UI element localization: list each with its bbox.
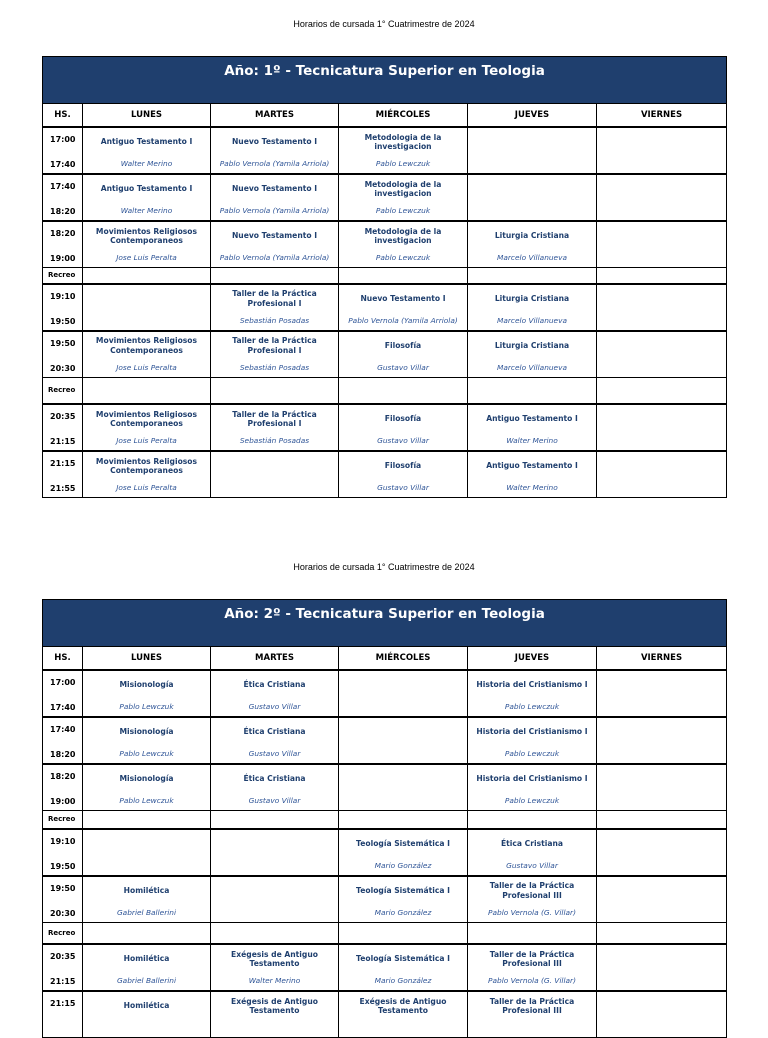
class-slot (597, 829, 727, 876)
class-slot (211, 127, 339, 174)
empty-cell (597, 922, 727, 944)
subject-name (470, 128, 594, 156)
class-slot (468, 944, 597, 991)
subject-name: Ética Cristiana (243, 774, 306, 784)
empty-cell (597, 377, 727, 404)
time-cell (43, 764, 83, 811)
time-cell (43, 404, 83, 451)
end-time: 21:55 (50, 484, 76, 493)
subject-name: Homilética (123, 1001, 170, 1011)
class-slot (83, 717, 211, 764)
end-time: 19:50 (50, 316, 76, 326)
day-header: MIÉRCOLES (339, 647, 468, 671)
start-time: 18:20 (50, 772, 76, 781)
class-slot (597, 221, 727, 268)
class-slot (83, 670, 211, 717)
subject-name: Liturgia Cristiana (494, 340, 570, 350)
subject-name (599, 877, 724, 905)
subject-name: Taller de la Práctica Profesional I (232, 409, 317, 428)
subject-name (599, 718, 724, 746)
subject-name: Filosofía (384, 461, 422, 471)
subject-name: Movimientos Religiosos Contemporaneos (95, 456, 198, 475)
schedule-title: Año: 2º - Tecnicatura Superior en Teologia (43, 600, 727, 647)
class-slot (339, 670, 468, 717)
class-slot (468, 876, 597, 923)
start-time: 20:35 (50, 952, 76, 961)
subject-name: Nuevo Testamento I (231, 137, 318, 147)
empty-cell (211, 268, 339, 284)
teacher-name: Pablo Vernola (Yamila Arriola) (219, 253, 330, 262)
page-heading-2: Horarios de cursada 1° Cuatrimestre de 2024 (293, 562, 475, 572)
class-slot (597, 717, 727, 764)
teacher-name: Pablo Lewczuk (504, 796, 560, 805)
start-time: 17:00 (50, 678, 76, 687)
subject-name (599, 405, 724, 433)
class-slot (211, 991, 339, 1038)
teacher-name: Marcelo Villanueva (496, 253, 568, 262)
teacher-name: Gustavo Villar (377, 436, 429, 445)
class-slot (211, 944, 339, 991)
teacher-name: Pablo Lewczuk (119, 702, 174, 711)
schedule-title: Año: 1º - Tecnicatura Superior en Teologia (43, 57, 727, 104)
class-slot (597, 944, 727, 991)
subject-name (341, 765, 465, 793)
class-slot (339, 331, 468, 378)
start-time: 19:50 (50, 883, 76, 893)
subject-name (599, 128, 724, 156)
class-slot (468, 127, 597, 174)
recreo-label: Recreo (43, 811, 83, 829)
empty-cell (468, 268, 597, 284)
subject-name (599, 992, 724, 1020)
day-header: JUEVES (468, 104, 597, 128)
start-time: 21:15 (50, 459, 76, 468)
subject-name: Historia del Cristianismo I (476, 727, 588, 737)
class-slot (83, 331, 211, 378)
class-slot (83, 451, 211, 498)
empty-cell (211, 811, 339, 829)
class-slot (597, 670, 727, 717)
class-slot (83, 991, 211, 1038)
subject-name: Historia del Cristianismo I (476, 774, 588, 784)
start-time: 19:10 (50, 291, 76, 301)
time-cell (43, 944, 83, 991)
subject-name (599, 175, 724, 203)
end-time: 21:15 (50, 977, 76, 986)
subject-name: Teología Sistemática I (356, 885, 450, 895)
class-slot (83, 127, 211, 174)
class-slot (597, 404, 727, 451)
teacher-name: Sebastián Posadas (239, 436, 310, 445)
class-slot (468, 284, 597, 331)
teacher-name: Pablo Lewczuk (504, 702, 560, 711)
teacher-name: Walter Merino (506, 483, 558, 492)
empty-cell (339, 811, 468, 829)
subject-name: Taller de la Práctica Profesional III (489, 949, 575, 968)
empty-cell (597, 268, 727, 284)
class-slot (83, 284, 211, 331)
subject-name: Teología Sistemática I (356, 954, 450, 964)
class-slot (339, 221, 468, 268)
subject-name: Misionología (119, 680, 174, 690)
class-slot (597, 331, 727, 378)
day-header: JUEVES (468, 647, 597, 671)
teacher-name: Gustavo Villar (248, 702, 301, 711)
subject-name: Historia del Cristianismo I (476, 680, 588, 690)
end-time: 20:30 (50, 908, 76, 918)
teacher-name: Sebastián Posadas (239, 362, 310, 372)
class-slot (597, 127, 727, 174)
empty-cell (339, 268, 468, 284)
time-cell (43, 284, 83, 331)
class-slot (339, 451, 468, 498)
class-slot (211, 404, 339, 451)
schedule-table-year-2 (42, 599, 727, 1038)
time-cell (43, 174, 83, 221)
empty-cell (83, 811, 211, 829)
teacher-name: Gustavo Villar (377, 362, 429, 372)
class-slot (468, 829, 597, 876)
class-slot (597, 284, 727, 331)
day-header: VIERNES (597, 647, 727, 671)
schedule-table-year-1 (42, 56, 727, 498)
teacher-name: Jose Luis Peralta (116, 362, 177, 372)
day-header: VIERNES (597, 104, 727, 128)
empty-cell (339, 922, 468, 944)
subject-name: Filosofía (384, 340, 422, 350)
class-slot (339, 991, 468, 1038)
subject-name (341, 718, 465, 746)
teacher-name: Pablo Vernola (Yamila Arriola) (219, 159, 330, 168)
teacher-name: Jose Luis Peralta (116, 436, 177, 445)
subject-name (213, 830, 336, 858)
class-slot (211, 451, 339, 498)
subject-name: Liturgia Cristiana (494, 293, 570, 303)
teacher-name: Pablo Vernola (Yamila Arriola) (348, 315, 458, 325)
subject-name: Ética Cristiana (243, 727, 306, 737)
subject-name (85, 830, 208, 858)
time-cell (43, 221, 83, 268)
end-time: 17:40 (50, 160, 76, 169)
subject-name: Movimientos Religiosos Contemporaneos (95, 409, 198, 428)
subject-name (599, 671, 724, 699)
subject-name: Nuevo Testamento I (231, 184, 318, 194)
teacher-name: Marcelo Villanueva (496, 362, 568, 372)
subject-name (599, 332, 724, 360)
teacher-name: Walter Merino (248, 976, 301, 985)
teacher-name: Gabriel Ballerini (116, 907, 177, 917)
time-cell (43, 451, 83, 498)
subject-name: Homilética (123, 954, 170, 964)
subject-name: Antiguo Testamento I (100, 137, 193, 147)
subject-name: Antiguo Testamento I (486, 414, 578, 424)
class-slot (339, 717, 468, 764)
end-time: 18:20 (50, 750, 76, 759)
teacher-name: Jose Luis Peralta (116, 483, 177, 492)
class-slot (211, 876, 339, 923)
end-time: 19:00 (50, 797, 76, 806)
subject-name (213, 877, 336, 905)
empty-cell (468, 922, 597, 944)
subject-name: Exégesis de Antiguo Testamento (231, 996, 318, 1015)
subject-name: Metodologia de la investigacion (364, 226, 442, 245)
end-time: 17:40 (50, 703, 76, 712)
day-header: LUNES (83, 647, 211, 671)
class-slot (211, 829, 339, 876)
subject-name: Filosofía (384, 414, 422, 424)
teacher-name: Sebastián Posadas (239, 315, 310, 325)
subject-name: Ética Cristiana (243, 680, 306, 690)
class-slot (83, 876, 211, 923)
class-slot (339, 944, 468, 991)
start-time: 19:10 (50, 836, 76, 846)
start-time: 19:50 (50, 338, 76, 348)
teacher-name: Mario González (374, 976, 432, 985)
class-slot (468, 764, 597, 811)
class-slot (597, 876, 727, 923)
subject-name: Antiguo Testamento I (486, 461, 578, 471)
class-slot (468, 404, 597, 451)
subject-name: Taller de la Práctica Profesional I (232, 336, 317, 355)
empty-cell (211, 377, 339, 404)
time-cell (43, 829, 83, 876)
subject-name: Exégesis de Antiguo Testamento (231, 949, 318, 968)
empty-cell (83, 377, 211, 404)
subject-name: Liturgia Cristiana (494, 231, 570, 241)
teacher-name: Pablo Vernola (G. Villar) (488, 976, 576, 985)
subject-name: Misionología (119, 774, 174, 784)
teacher-name: Pablo Lewczuk (119, 749, 174, 758)
teacher-name: Pablo Vernola (G. Villar) (488, 907, 576, 917)
recreo-label: Recreo (43, 922, 83, 944)
day-header: LUNES (83, 104, 211, 128)
end-time: 18:20 (50, 207, 76, 216)
class-slot (83, 944, 211, 991)
subject-name (341, 671, 465, 699)
empty-cell (211, 922, 339, 944)
teacher-name: Mario González (374, 907, 432, 917)
subject-name: Metodologia de la investigacion (364, 132, 442, 151)
subject-name: Taller de la Práctica Profesional III (489, 996, 575, 1015)
subject-name: Teología Sistemática I (356, 838, 450, 848)
class-slot (339, 764, 468, 811)
start-time: 17:40 (50, 182, 76, 191)
class-slot (211, 331, 339, 378)
empty-cell (468, 377, 597, 404)
teacher-name: Pablo Lewczuk (375, 206, 431, 215)
subject-name (85, 285, 208, 313)
class-slot (468, 451, 597, 498)
teacher-name: Pablo Lewczuk (375, 159, 431, 168)
class-slot (468, 331, 597, 378)
start-time: 20:35 (50, 412, 76, 421)
subject-name (599, 945, 724, 973)
teacher-name: Gustavo Villar (506, 860, 558, 870)
day-header: MIÉRCOLES (339, 104, 468, 128)
teacher-name: Gustavo Villar (248, 749, 301, 758)
subject-name: Homilética (123, 885, 170, 895)
recreo-label: Recreo (43, 377, 83, 404)
class-slot (597, 991, 727, 1038)
time-cell (43, 717, 83, 764)
subject-name: Movimientos Religiosos Contemporaneos (95, 226, 198, 245)
class-slot (339, 404, 468, 451)
class-slot (339, 829, 468, 876)
subject-name: Misionología (119, 727, 174, 737)
teacher-name: Walter Merino (120, 159, 173, 168)
class-slot (597, 451, 727, 498)
subject-name: Taller de la Práctica Profesional III (489, 881, 575, 900)
end-time: 19:50 (50, 861, 76, 871)
class-slot (597, 764, 727, 811)
class-slot (211, 284, 339, 331)
class-slot (83, 221, 211, 268)
subject-name: Nuevo Testamento I (231, 231, 318, 241)
recreo-label: Recreo (43, 268, 83, 284)
time-cell (43, 670, 83, 717)
class-slot (211, 221, 339, 268)
teacher-name: Pablo Vernola (Yamila Arriola) (219, 206, 330, 215)
teacher-name: Pablo Lewczuk (119, 796, 174, 805)
class-slot (211, 174, 339, 221)
class-slot (83, 764, 211, 811)
empty-cell (83, 922, 211, 944)
time-cell (43, 991, 83, 1038)
end-time: 19:00 (50, 254, 76, 263)
empty-cell (597, 811, 727, 829)
subject-name: Antiguo Testamento I (100, 184, 193, 194)
time-cell (43, 127, 83, 174)
empty-cell (339, 377, 468, 404)
class-slot (83, 829, 211, 876)
teacher-name: Walter Merino (120, 206, 173, 215)
end-time: 21:15 (50, 437, 76, 446)
subject-name (599, 222, 724, 250)
start-time: 21:15 (50, 999, 76, 1008)
subject-name: Exégesis de Antiguo Testamento (359, 996, 447, 1015)
class-slot (339, 127, 468, 174)
subject-name: Nuevo Testamento I (360, 293, 446, 303)
class-slot (339, 876, 468, 923)
time-cell (43, 331, 83, 378)
subject-name (599, 830, 724, 858)
class-slot (468, 174, 597, 221)
teacher-name: Pablo Lewczuk (375, 253, 431, 262)
class-slot (339, 174, 468, 221)
subject-name: Taller de la Práctica Profesional I (232, 289, 317, 308)
day-header: HS. (43, 104, 83, 128)
subject-name (599, 765, 724, 793)
class-slot (468, 991, 597, 1038)
class-slot (83, 174, 211, 221)
day-header: MARTES (211, 647, 339, 671)
subject-name (470, 175, 594, 203)
start-time: 18:20 (50, 229, 76, 238)
teacher-name: Pablo Lewczuk (504, 749, 560, 758)
time-cell (43, 876, 83, 923)
class-slot (211, 764, 339, 811)
class-slot (468, 221, 597, 268)
subject-name (213, 452, 336, 480)
page-heading-1: Horarios de cursada 1° Cuatrimestre de 2024 (293, 19, 475, 29)
teacher-name: Gustavo Villar (248, 796, 301, 805)
teacher-name: Walter Merino (506, 436, 558, 445)
teacher-name: Marcelo Villanueva (496, 315, 568, 325)
day-header: HS. (43, 647, 83, 671)
subject-name: Movimientos Religiosos Contemporaneos (95, 336, 198, 355)
subject-name (599, 285, 724, 313)
start-time: 17:00 (50, 135, 76, 144)
subject-name (599, 452, 724, 480)
class-slot (211, 670, 339, 717)
teacher-name: Gustavo Villar (377, 483, 429, 492)
start-time: 17:40 (50, 725, 76, 734)
day-header: MARTES (211, 104, 339, 128)
empty-cell (468, 811, 597, 829)
class-slot (339, 284, 468, 331)
subject-name: Metodologia de la investigacion (364, 179, 442, 198)
class-slot (468, 717, 597, 764)
end-time: 20:30 (50, 363, 76, 373)
empty-cell (83, 268, 211, 284)
teacher-name: Jose Luis Peralta (116, 253, 177, 262)
teacher-name: Gabriel Ballerini (116, 976, 177, 985)
class-slot (468, 670, 597, 717)
class-slot (597, 174, 727, 221)
teacher-name: Mario González (374, 860, 432, 870)
class-slot (83, 404, 211, 451)
subject-name: Ética Cristiana (500, 838, 564, 848)
class-slot (211, 717, 339, 764)
